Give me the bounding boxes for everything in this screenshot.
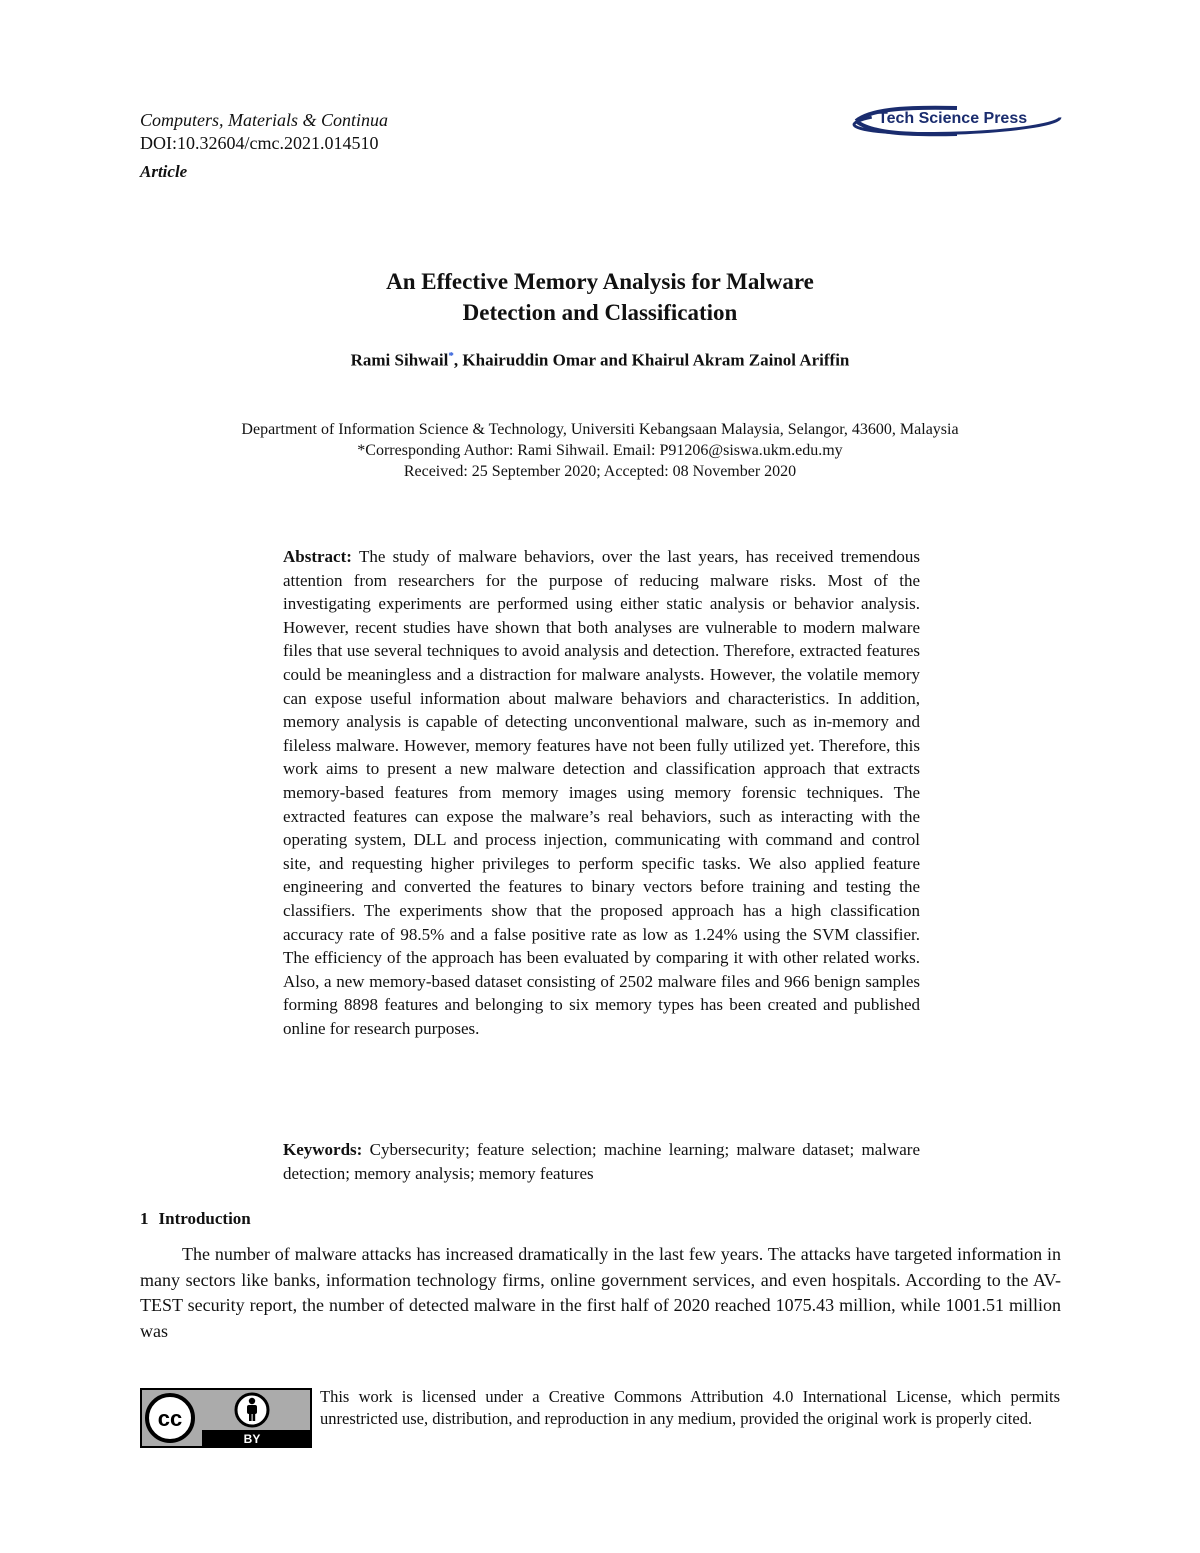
cc-by-label: BY	[243, 1432, 261, 1446]
received-accepted-dates: Received: 25 September 2020; Accepted: 08 November 2020	[403, 463, 797, 480]
journal-name: Computers, Materials & Continua	[140, 110, 389, 130]
svg-text:cc: cc	[157, 1406, 183, 1431]
keywords	[283, 1138, 920, 1185]
author-others: , Khairuddin Omar and Khairul Akram Zainol Ariffin	[453, 350, 850, 370]
introduction-paragraph: The number of malware attacks has increased dramatically in the last few years. The attacks have targeted information in many sectors like banks, information technology firms, online government services, and even hospitals. According to the AV-TEST security report, the number of detected malware in the first half of 2020 reached 1075.43 million, while 1001.51 million was	[140, 1244, 1061, 1341]
affiliation: Department of Information Science & Technology, Universiti Kebangsaan Malaysia, Selangor, 43600, Malaysia	[241, 421, 959, 438]
keywords-label: Keywords:	[283, 1140, 363, 1159]
paper-title	[300, 266, 900, 328]
doi: DOI:10.32604/cmc.2021.014510	[140, 133, 379, 153]
attribution-person-icon	[236, 1394, 268, 1426]
publisher-name: Tech Science Press	[878, 110, 1028, 127]
section-number: 1	[140, 1209, 149, 1228]
creative-commons-icon	[147, 1395, 193, 1441]
abstract-label: Abstract:	[283, 547, 352, 566]
affiliation-block	[100, 419, 1100, 482]
corresponding-author: *Corresponding Author: Rami Sihwail. Email: P91206@siswa.ukm.edu.my	[357, 442, 843, 459]
section-heading-introduction	[140, 1209, 251, 1229]
abstract-text: The study of malware behaviors, over the last years, has received tremendous attention from researchers for the purpose of reducing malware risks. Most of the investigating experiments are performed using either static analysis or behavior analysis. However, recent studies have shown that both analyses are vulnerable to modern malware files that use several techniques to avoid analysis and detection. Therefore, extracted features could be meaningless and a distraction for malware analysts. However, the volatile memory can expose useful information about malware behaviors and characteristics. In addition, memory analysis is capable of detecting unconventional malware, such as in-memory and fileless malware. However, memory features have not been fully utilized yet. Therefore, this work aims to present a new malware detection and classification approach that extracts memory-based features from memory images using memory forensic techniques. The extracted features can expose the malware’s real behaviors, such as interacting with the operating system, DLL and process injection, communicating with command and control site, and requesting higher privileges to perform specific tasks. We also applied feature engineering and converted the features to binary vectors before training and testing the classifiers. The experiments show that the proposed approach has a high classification accuracy rate of 98.5% and a false positive rate as low as 1.24% using the SVM classifier. The efficiency of the approach has been evaluated by comparing it with other related works. Also, a new memory-based dataset consisting of 2502 malware files and 966 benign samples forming 8898 features and belonging to six memory types has been created and published online for research purposes.	[283, 547, 920, 1038]
publisher-logo	[852, 104, 1062, 138]
section-title: Introduction	[158, 1209, 251, 1228]
corresponding-marker[interactable]: *	[448, 350, 454, 362]
article-type: Article	[140, 162, 188, 181]
keywords-text: Cybersecurity; feature selection; machine learning; malware dataset; malware detection; memory analysis; memory features	[283, 1140, 921, 1183]
title-line-1: An Effective Memory Analysis for Malware	[386, 269, 814, 294]
author-primary: Rami Sihwail	[350, 350, 449, 370]
authors	[200, 350, 1000, 371]
title-line-2: Detection and Classification	[462, 300, 738, 325]
license-text: This work is licensed under a Creative Commons Attribution 4.0 International License, which permits unrestricted use, distribution, and reproduction in any medium, provided the original work is properly cited.	[320, 1387, 1060, 1428]
cc-by-license-badge[interactable]	[140, 1388, 312, 1448]
abstract	[283, 545, 920, 1040]
